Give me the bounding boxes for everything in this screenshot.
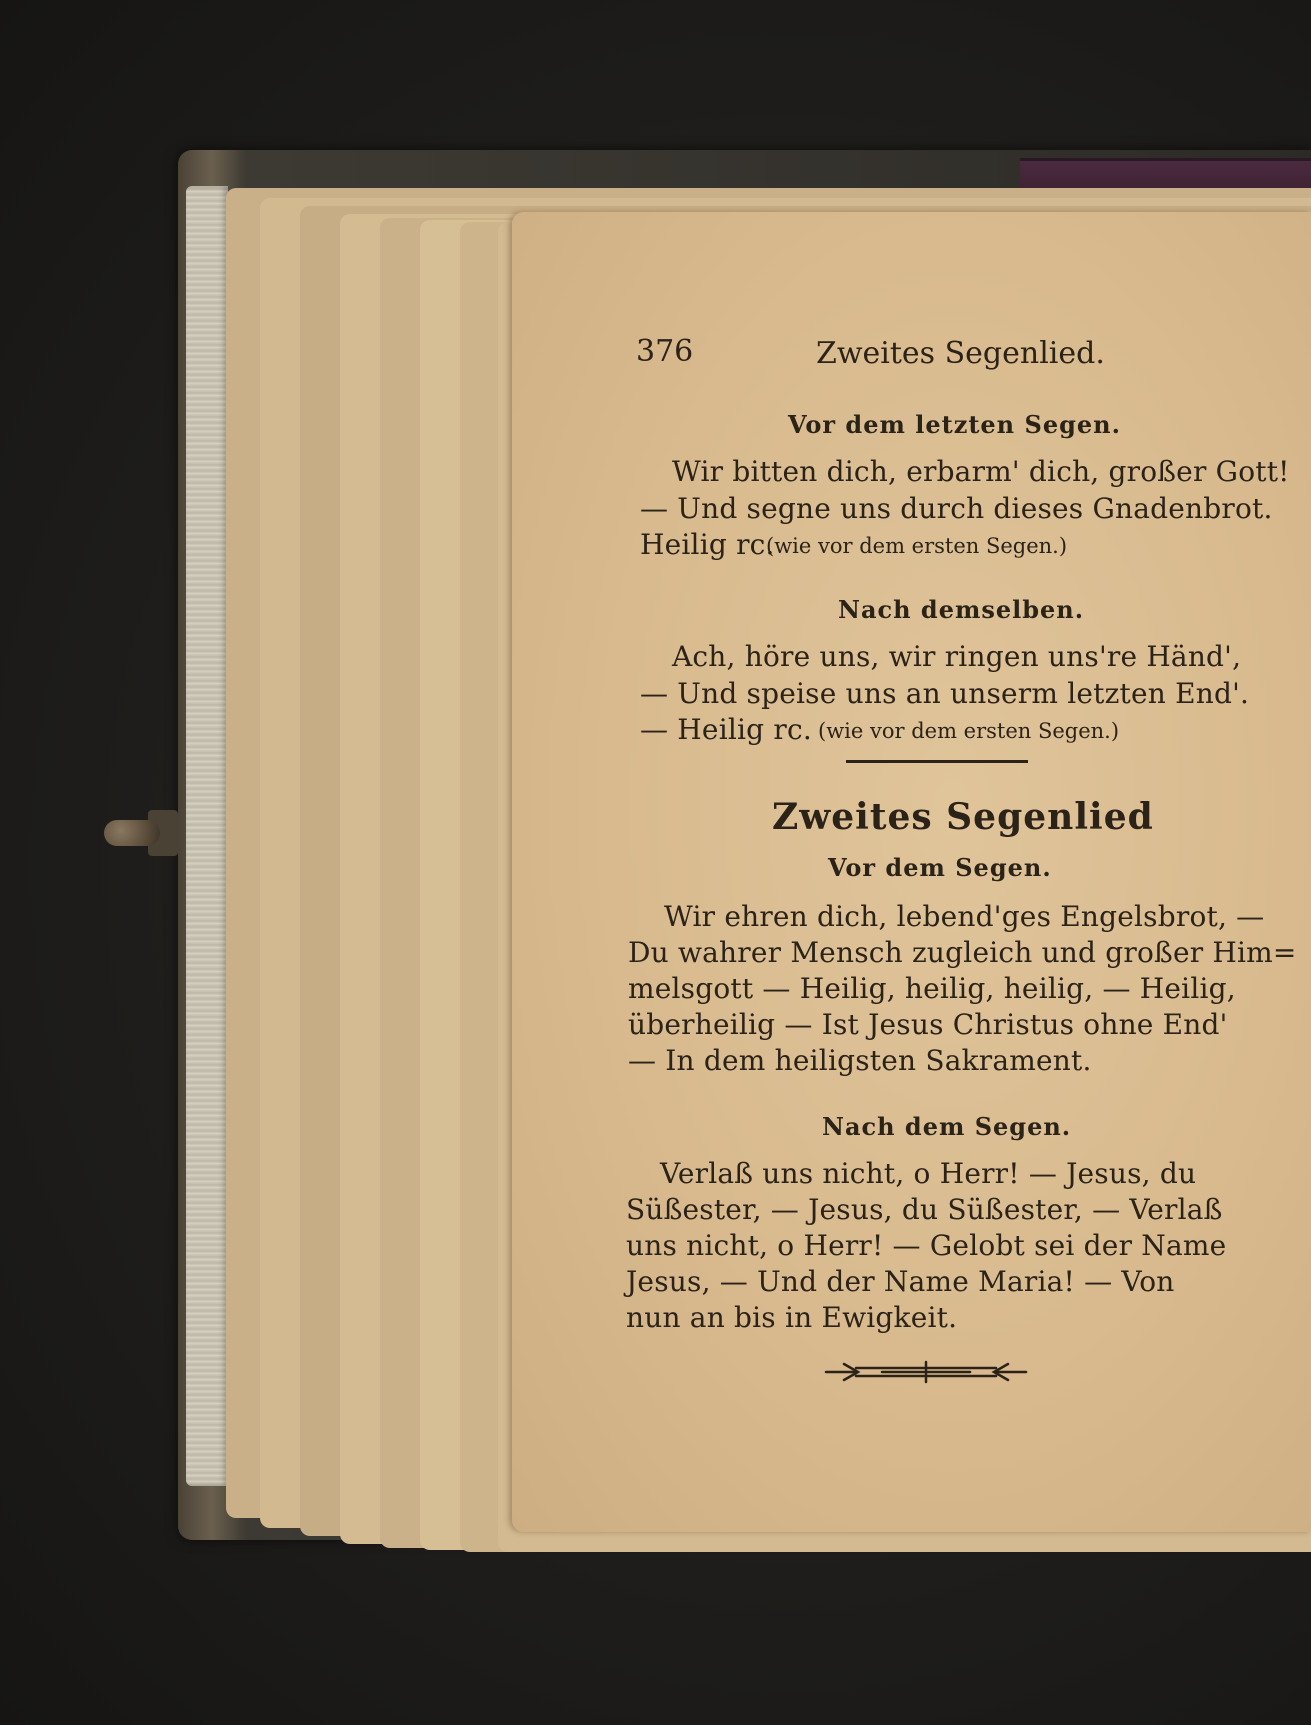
text-line: — Und speise uns an unserm letzten End'. — [640, 677, 1250, 710]
text-line: — Heilig rc. — [640, 713, 812, 746]
section-heading: Vor dem letzten Segen. — [788, 410, 1121, 439]
text-line: nun an bis in Ewigkeit. — [626, 1301, 958, 1334]
section-heading: Nach dem Segen. — [822, 1112, 1072, 1141]
text-line: Jesus, — Und der Name Maria! — Von — [626, 1265, 1175, 1298]
text-line: melsgott — Heilig, heilig, heilig, — Heilig, — [628, 972, 1236, 1005]
spine-edge — [186, 186, 228, 1486]
text-line: uns nicht, o Herr! — Gelobt sei der Name — [626, 1229, 1227, 1262]
text-line: — In dem heiligsten Sakrament. — [628, 1044, 1092, 1077]
text-note: (wie vor dem ersten Segen.) — [766, 534, 1068, 558]
ornament-divider — [822, 1358, 1030, 1386]
song-title: Zweites Segenlied — [772, 796, 1154, 838]
text-line: überheilig — Ist Jesus Christus ohne End' — [628, 1008, 1228, 1041]
page-number: 376 — [636, 334, 694, 369]
text-line: Du wahrer Mensch zugleich und großer Him= — [628, 936, 1297, 969]
section-heading: Vor dem Segen. — [828, 853, 1052, 882]
text-line: — Und segne uns durch dieses Gnadenbrot. — [640, 492, 1273, 525]
clasp-knob — [104, 820, 160, 846]
section-divider — [846, 760, 1028, 763]
section-heading: Nach demselben. — [838, 595, 1085, 624]
text-line: Verlaß uns nicht, o Herr! — Jesus, du — [660, 1157, 1197, 1190]
running-head: Zweites Segenlied. — [816, 336, 1105, 371]
text-line: Heilig rc. — [640, 528, 775, 561]
text-note: (wie vor dem ersten Segen.) — [818, 719, 1120, 743]
text-line: Süßester, — Jesus, du Süßester, — Verlaß — [626, 1193, 1223, 1226]
text-line: Ach, höre uns, wir ringen uns're Händ', — [672, 640, 1242, 673]
text-line: Wir bitten dich, erbarm' dich, großer Gott! — [672, 455, 1290, 488]
text-line: Wir ehren dich, lebend'ges Engelsbrot, — — [664, 900, 1265, 933]
